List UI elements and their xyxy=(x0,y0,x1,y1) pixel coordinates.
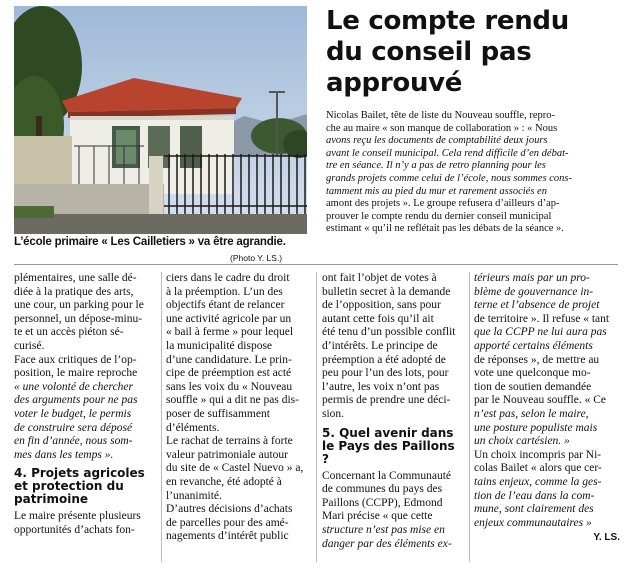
text-line: plémentaires, une salle dé- xyxy=(14,272,137,284)
text-line: l’unanimité. xyxy=(166,489,222,502)
intro-line: tre en séance. Il n’y a pas de retro planning pour les xyxy=(326,160,546,172)
text-line: une posture populiste mais xyxy=(474,421,598,434)
text-line: D’autres décisions d’achats xyxy=(166,503,293,516)
text-line: valeur patrimoniale autour xyxy=(166,448,288,461)
text-line: « une volonté de chercher xyxy=(14,380,133,393)
text-line: un choix cartésien. » xyxy=(474,435,570,448)
text-line: poser de suffisamment xyxy=(166,407,270,420)
intro-line: Nicolas Bailet, tête de liste du Nouveau souffle, repro- xyxy=(326,110,555,121)
subheading-4: 4. Projets agricoles et protection du patrimoine xyxy=(14,466,145,507)
intro-line: amont des projets ». Le groupe refusera d’ailleurs d’ap- xyxy=(326,198,560,210)
text-line: n’est pas, selon le maire, xyxy=(474,407,589,420)
text-line: opportunités d’achats fon- xyxy=(14,523,135,536)
text-line: des arguments pour ne pas xyxy=(14,394,138,407)
headline-line: Le compte rendu xyxy=(326,6,569,36)
text-line: de parcelles pour des amé- xyxy=(166,516,289,529)
text-line: apporté certains éléments xyxy=(474,339,593,352)
text-line: vote une quelconque mo- xyxy=(474,367,591,380)
text-line: position, le maire reproche xyxy=(14,367,138,380)
text-line: sans les voix du « Nouveau xyxy=(166,380,293,393)
text-line: que la CCPP ne lui aura pas xyxy=(474,326,607,339)
text-column-2 xyxy=(166,272,311,544)
text-line: ont fait l’objet de votes à xyxy=(322,272,437,284)
text-line: térieurs mais par un pro- xyxy=(474,272,590,284)
intro-line: tamment mis au pied du mur et rarement associés en xyxy=(326,185,547,197)
text-line: par le Nouveau souffle. « Ce xyxy=(474,394,606,407)
text-line: préemption a été adopté de xyxy=(322,353,446,366)
intro-line: che au maire « son manque de collaboration » : « Nous xyxy=(326,122,558,134)
text-line: terne et l’absence de projet xyxy=(474,299,600,312)
text-line: Le rachat de terrains à forte xyxy=(166,435,293,448)
text-line: Un choix incompris par Ni- xyxy=(474,448,602,461)
text-line: structure n’est pas mise en xyxy=(322,523,445,536)
text-line: de réponses », de mettre au xyxy=(474,353,600,366)
photo-credit: (Photo Y. LS.) xyxy=(230,253,283,263)
text-line: Mari précise « que cette xyxy=(322,510,433,523)
text-line: été tenu d’un possible conflit xyxy=(322,326,456,339)
text-line: une cour, un parking pour le xyxy=(14,299,144,312)
text-line: objectifs étant de relancer xyxy=(166,299,285,312)
text-line: peu pour l’un des lots, pour xyxy=(322,367,449,380)
text-line: diée à la pratique des arts, xyxy=(14,285,134,298)
text-line: d’une candidature. Le prin- xyxy=(166,353,292,366)
text-line: danger par des éléments ex- xyxy=(322,537,452,550)
intro-line: avant le conseil municipal. Cela rend difficile d’en débat- xyxy=(326,147,569,159)
headline-line: approuvé xyxy=(326,68,463,98)
headline-line: du conseil pas xyxy=(326,37,532,67)
text-line: nagements d’intérêt public xyxy=(166,530,289,543)
text-line: enjeux communautaires » xyxy=(474,516,592,529)
text-line: te et un accès piéton sé- xyxy=(14,326,124,339)
text-line: l’autre, les voix n’ont pas xyxy=(322,380,440,393)
text-line: tion de soutien demandée xyxy=(474,380,592,393)
intro-line: grands projets comme celui de l’école, nous sommes cons- xyxy=(326,172,573,184)
text-line: du site de « Castel Nuevo » a, xyxy=(166,462,304,475)
text-line: tains enjeux, comme la ges- xyxy=(474,475,602,488)
text-line: de construire sera déposé xyxy=(14,421,133,434)
subheading-5: 5. Quel avenir dans le Pays des Paillons ? xyxy=(322,425,455,466)
author-signature: Y. LS. xyxy=(593,532,620,544)
text-line: bulletin secret à la demande xyxy=(322,285,451,298)
article-intro xyxy=(326,110,618,236)
text-line: autant cette fois qu’il ait xyxy=(322,312,434,325)
text-line: de communes du pays des xyxy=(322,483,443,496)
text-line: mes dans les temps ». xyxy=(14,448,114,461)
article-headline xyxy=(326,6,616,99)
text-line: permis de prendre une déci- xyxy=(322,394,451,407)
text-line: une activité agricole par un xyxy=(166,312,292,325)
text-line: en revanche, été adopté à xyxy=(166,475,282,488)
text-line: la municipalité dispose xyxy=(166,339,273,352)
text-line: voter le budget, le permis xyxy=(14,407,132,420)
text-line: Concernant la Communauté xyxy=(322,469,452,482)
text-column-1 xyxy=(14,272,157,538)
text-line: de territoire ». Il refuse « tant xyxy=(474,312,610,325)
text-line: à la préemption. L’un des xyxy=(166,285,283,298)
column-divider xyxy=(161,272,162,562)
text-line: de l’opposition, sans pour xyxy=(322,299,441,312)
intro-line: avons reçu les documents de comptabilité deux jours xyxy=(326,135,548,147)
text-line: cipe de préemption est acté xyxy=(166,367,292,380)
column-divider xyxy=(469,272,470,562)
intro-line: estimant « qu’il ne reflétait pas les débats de la séance ». xyxy=(326,223,564,235)
text-line: d’éléments. xyxy=(166,421,220,434)
text-line: mune, sont clairement des xyxy=(474,503,594,516)
text-column-3 xyxy=(322,272,465,551)
school-photo xyxy=(14,6,307,234)
text-column-4 xyxy=(474,272,620,545)
text-line: « bail à ferme » pour lequel xyxy=(166,326,294,339)
text-line: blème de gouvernance in- xyxy=(474,285,594,298)
column-divider xyxy=(316,272,317,562)
text-line: Le maire présente plusieurs xyxy=(14,510,141,523)
text-line: personnel, un dépose-minu- xyxy=(14,312,143,325)
text-line: curisé. xyxy=(14,339,45,352)
text-line: d’intérêts. Le principe de xyxy=(322,339,438,352)
photo-caption: L’école primaire « Les Cailletiers » va être agrandie. xyxy=(14,236,286,248)
text-line: colas Bailet « alors que cer- xyxy=(474,462,602,475)
text-line: en fin d’année, nous som- xyxy=(14,435,133,448)
text-line: sion. xyxy=(322,407,345,420)
text-line: souffle » qui a dit ne pas dis- xyxy=(166,394,299,407)
text-line: Paillons (CCPP), Edmond xyxy=(322,496,443,509)
text-line: Face aux critiques de l’op- xyxy=(14,353,137,366)
text-line: tion de l’eau dans la com- xyxy=(474,489,595,502)
intro-line: prouver le compte rendu du dernier conseil municipal xyxy=(326,210,552,222)
section-divider xyxy=(14,264,618,265)
text-line: ciers dans le cadre du droit xyxy=(166,272,290,284)
